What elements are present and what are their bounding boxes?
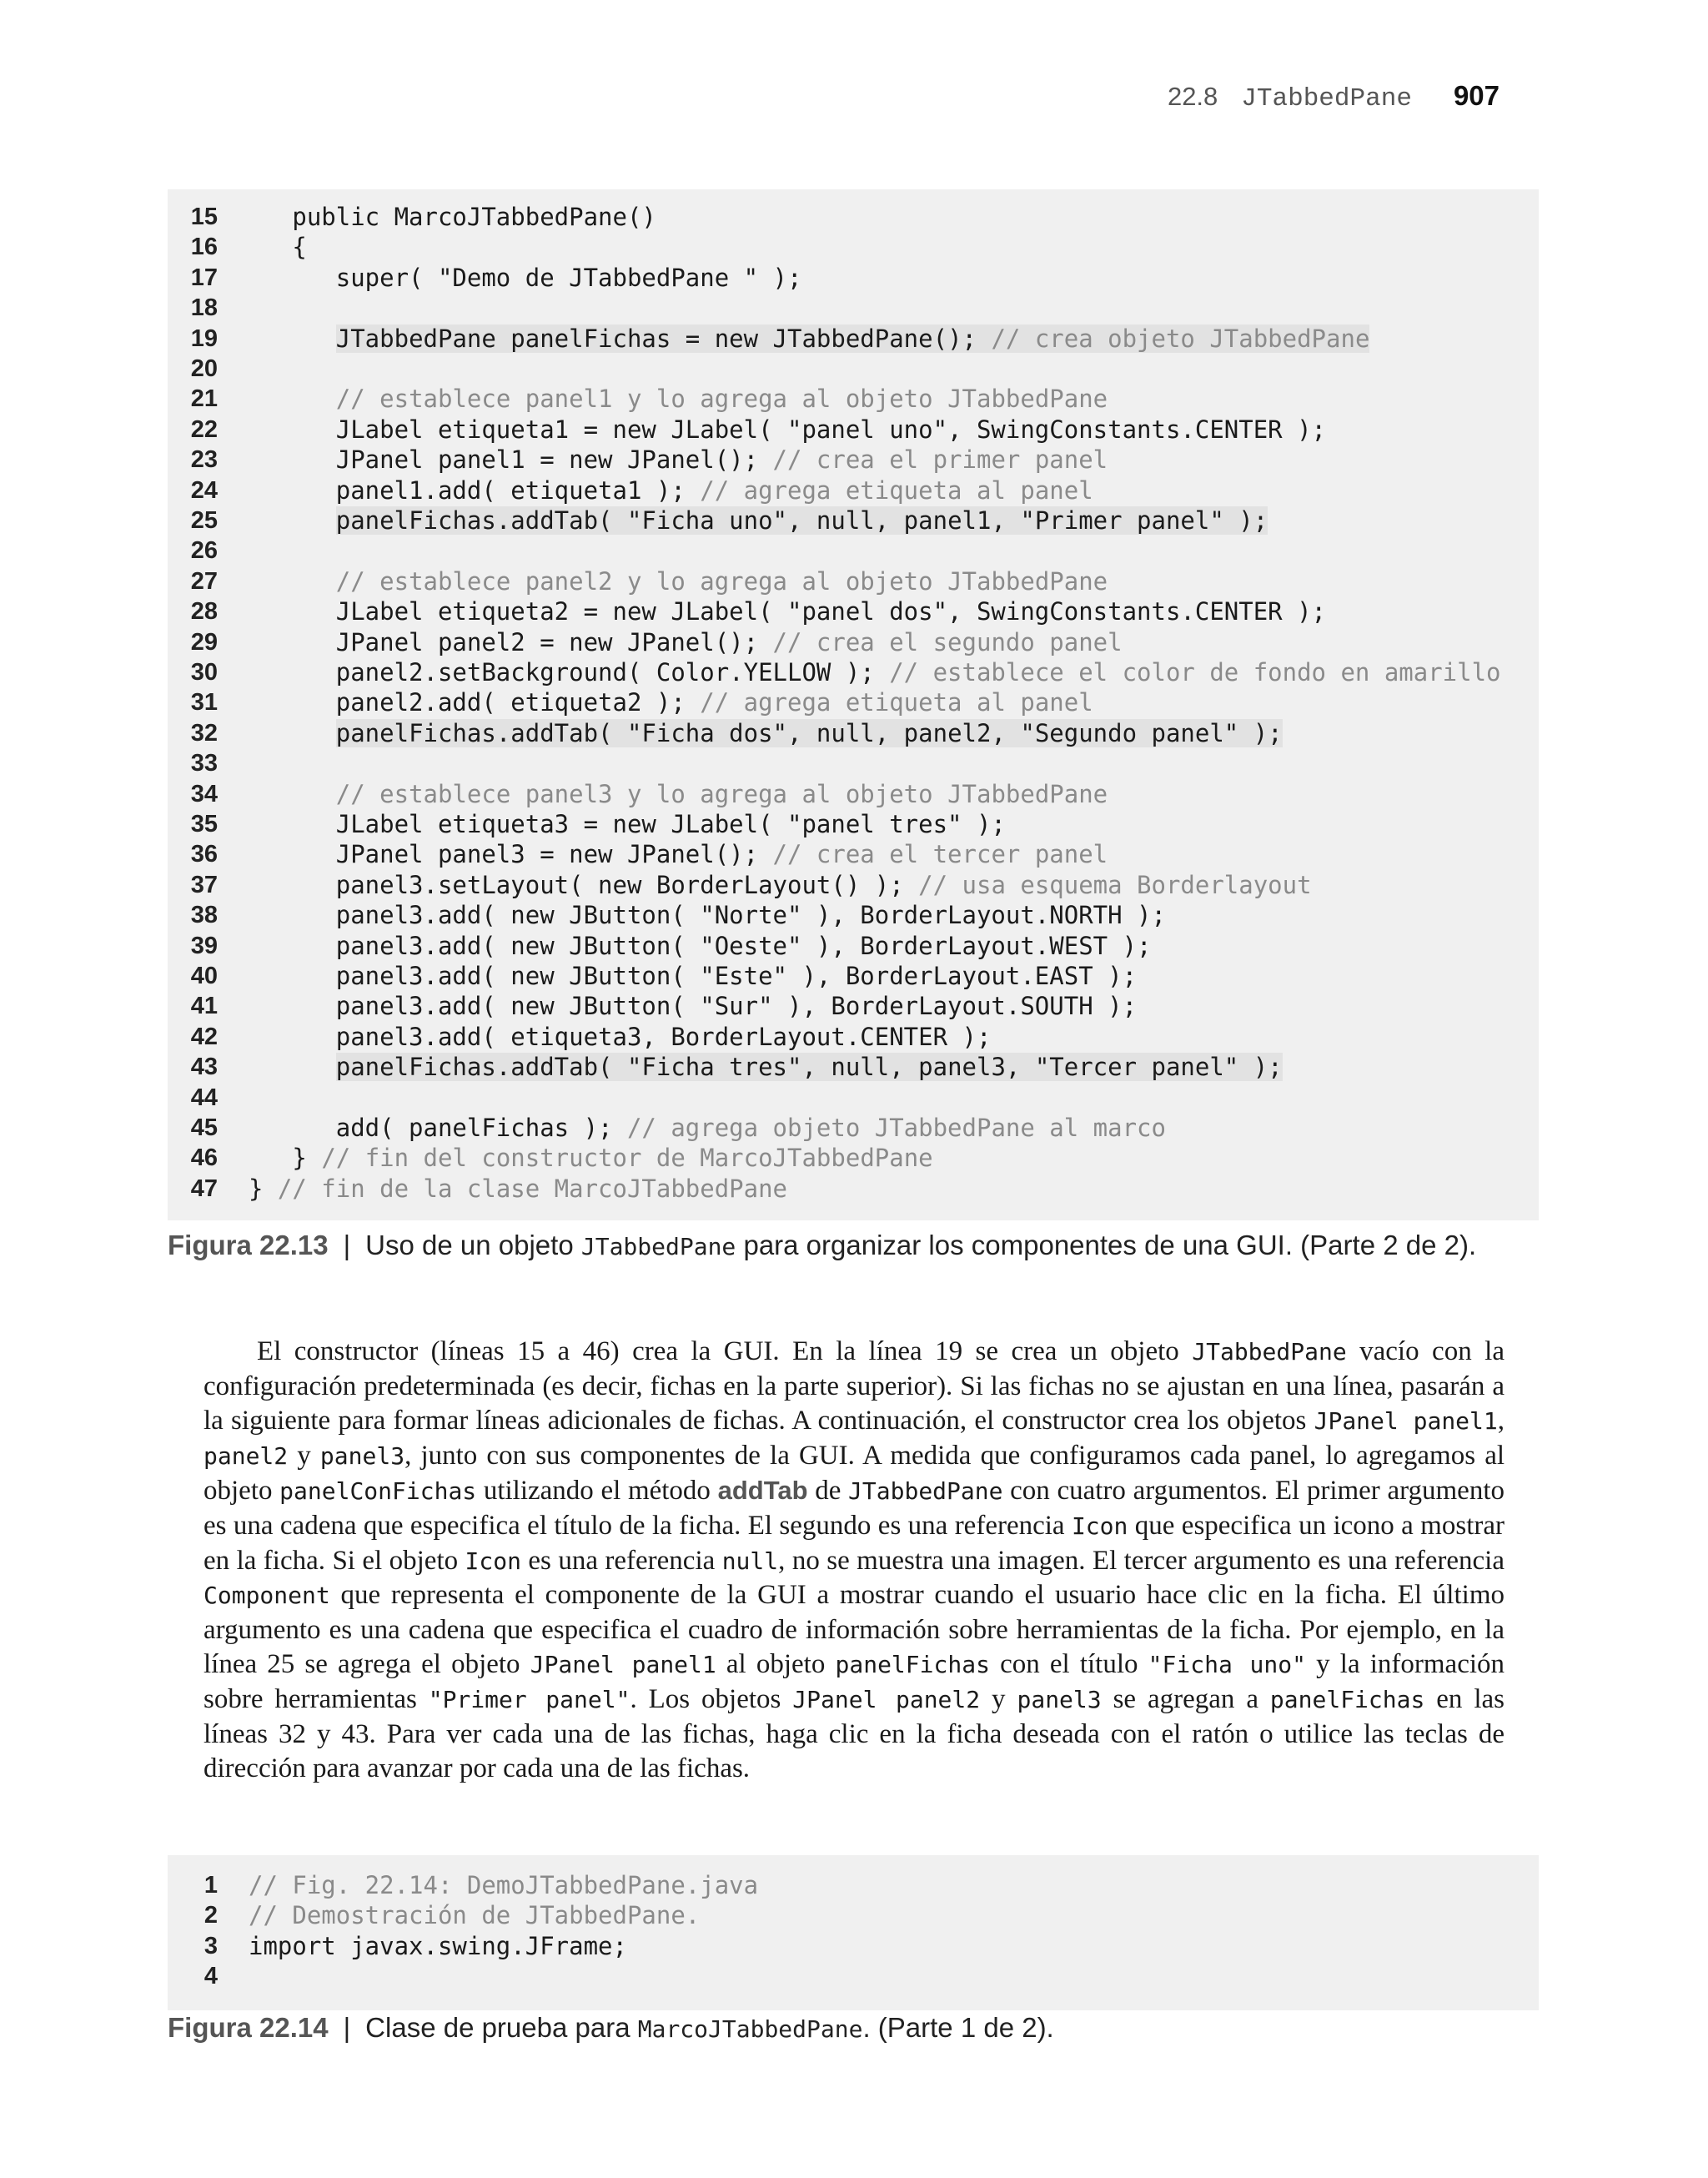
code-text: // establece panel1 y lo agrega al objeto JTabbedPane — [335, 385, 1108, 414]
inline-code: Icon — [465, 1547, 521, 1575]
line-number: 16 — [190, 234, 218, 261]
line-number: 2 — [203, 1902, 218, 1929]
line-number: 15 — [190, 204, 218, 230]
paragraph-text: y — [980, 1683, 1017, 1714]
line-number: 42 — [190, 1023, 218, 1050]
code-text: panel1.add( etiqueta1 ); // agrega etiqueta al panel — [249, 475, 1093, 505]
line-number: 24 — [190, 476, 218, 504]
paragraph-text: , no se muestra una imagen. El tercer argumento es una referencia — [778, 1545, 1505, 1576]
code-text: // Demostración de JTabbedPane. — [249, 1901, 701, 1930]
inline-code: panelFichas — [1269, 1685, 1425, 1713]
inline-code: "Ficha uno" — [1148, 1651, 1306, 1679]
line-number: 35 — [190, 811, 218, 837]
line-number: 33 — [190, 750, 218, 777]
code-text: JLabel etiqueta3 = new JLabel( "panel tres" ); — [249, 810, 1006, 838]
line-number: 17 — [190, 264, 218, 291]
code-text: panel3.setLayout( new BorderLayout() ); // usa esquema Borderlayout — [249, 870, 1312, 899]
figure-label: Figura 22.13 — [168, 1230, 329, 1260]
code-text: panel3.add( new JButton( "Sur" ), BorderLayout.SOUTH ); — [249, 992, 1138, 1021]
inline-code: JPanel panel1 — [1314, 1407, 1498, 1436]
inline-code: panel3 — [319, 1441, 405, 1470]
code-text: JPanel panel1 = new JPanel(); // crea el primer panel — [249, 445, 1108, 475]
code-text: panel3.add( etiqueta3, BorderLayout.CENTER ); — [249, 1022, 992, 1051]
code-text: panelFichas.addTab( "Ficha tres", null, panel3, "Tercer panel" ); — [335, 1053, 1283, 1082]
code-text: panel2.add( etiqueta2 ); // agrega etiqueta al panel — [249, 688, 1093, 717]
code-listing-1 — [168, 189, 1539, 1220]
code-text: JPanel panel2 = new JPanel(); // crea el segundo panel — [249, 627, 1123, 656]
line-number: 19 — [190, 324, 218, 352]
caption-text: . (Parte 1 de 2). — [862, 2012, 1054, 2043]
code-text: // Fig. 22.14: DemoJTabbedPane.java — [249, 1871, 759, 1899]
page-number: 907 — [1453, 80, 1500, 111]
line-number: 4 — [203, 1963, 218, 1990]
body-paragraph — [203, 1335, 1505, 1787]
section-title: JTabbedPane — [1241, 84, 1412, 113]
paragraph-text: que especifica un icono a mostrar en la ficha. Si el objeto — [203, 1510, 1505, 1576]
line-number: 45 — [190, 1114, 218, 1141]
section-number: 22.8 — [1167, 82, 1218, 111]
code-text: JLabel etiqueta1 = new JLabel( "panel uno", SwingConstants.CENTER ); — [249, 415, 1327, 444]
paragraph-text: y — [288, 1440, 320, 1471]
line-number: 27 — [190, 567, 218, 595]
code-text: panel3.add( new JButton( "Oeste" ), BorderLayout.WEST ); — [249, 931, 1152, 960]
line-number: 46 — [190, 1144, 218, 1172]
inline-code: JTabbedPane — [848, 1477, 1003, 1506]
code-text: } // fin del constructor de MarcoJTabbedPane — [249, 1144, 933, 1173]
code-text: panel3.add( new JButton( "Este" ), BorderLayout.EAST ); — [249, 962, 1138, 990]
paragraph-text: en las líneas 32 y 43. Para ver cada una de las fichas, haga clic en la ficha deseada con el ratón o utilice las teclas de dirección para avanzar por cada una de las fichas. — [203, 1683, 1505, 1784]
line-number: 25 — [190, 507, 218, 534]
paragraph-text: vacío con la configuración predeterminada (es decir, fichas en la parte superior). Si las fichas no se ajustan en una línea, pasarán a la siguiente para formar líneas adicionales de fichas. A continuación, el constructor crea los objetos — [203, 1336, 1505, 1436]
code-text: panel3.add( new JButton( "Norte" ), BorderLayout.NORTH ); — [249, 901, 1166, 930]
inline-code: null — [721, 1547, 779, 1575]
code-text: } // fin de la clase MarcoJTabbedPane — [249, 1174, 788, 1203]
paragraph-text: y la información sobre herramientas — [203, 1649, 1505, 1714]
caption-code: JTabbedPane — [580, 1233, 736, 1260]
paragraph-text: . Los objetos — [630, 1683, 793, 1714]
line-number: 34 — [190, 780, 218, 807]
line-number: 28 — [190, 598, 218, 626]
code-text: panelFichas.addTab( "Ficha dos", null, panel2, "Segundo panel" ); — [335, 718, 1283, 747]
line-number: 43 — [190, 1054, 218, 1081]
line-number: 23 — [190, 446, 218, 474]
figure-caption-22-13 — [168, 1230, 1476, 1261]
code-text: JTabbedPane panelFichas = new JTabbedPane(); // crea objeto JTabbedPane — [335, 324, 1370, 353]
inline-code: JPanel panel1 — [530, 1651, 716, 1679]
code-text: public MarcoJTabbedPane() — [249, 203, 656, 231]
inline-code: panel3 — [1017, 1685, 1102, 1713]
caption-text: Clase de prueba para — [365, 2012, 638, 2043]
running-header — [1168, 80, 1500, 113]
paragraph-text: con el título — [989, 1649, 1148, 1680]
paragraph-text: , — [1497, 1406, 1505, 1436]
paragraph-text: , junto con sus componentes de la GUI. A medida que configuramos cada panel, lo agregamos al objeto — [203, 1440, 1505, 1506]
code-text: import javax.swing.JFrame; — [249, 1931, 627, 1960]
line-number: 38 — [190, 902, 218, 929]
inline-code: panel2 — [203, 1441, 289, 1470]
line-number: 31 — [190, 689, 218, 717]
caption-text: para organizar los componentes de una GUI. (Parte 2 de 2). — [736, 1230, 1477, 1260]
code-text: panel2.setBackground( Color.YELLOW ); // establece el color de fondo en amarillo — [249, 658, 1501, 687]
line-number: 29 — [190, 628, 218, 656]
method-name: addTab — [717, 1476, 808, 1506]
paragraph-text: es una referencia — [520, 1545, 722, 1576]
inline-code: Component — [203, 1582, 330, 1610]
inline-code: JTabbedPane — [1192, 1338, 1347, 1366]
code-text: panelFichas.addTab( "Ficha uno", null, panel1, "Primer panel" ); — [335, 506, 1268, 535]
code-listing-2 — [168, 1855, 1539, 2010]
paragraph-text: que representa el componente de la GUI a mostrar cuando el usuario hace clic en la ficha. El último argumento es una cadena que especifica el cuadro de información sobre herramientas de la ficha. Por ejemplo, en la línea 25 se agrega el objeto — [203, 1580, 1505, 1680]
line-number: 22 — [190, 415, 218, 443]
inline-code: panelFichas — [835, 1651, 990, 1679]
figure-caption-22-14 — [168, 2012, 1054, 2044]
line-number: 36 — [190, 841, 218, 868]
line-number: 18 — [190, 294, 218, 322]
line-number: 32 — [190, 719, 218, 747]
code-text: JPanel panel3 = new JPanel(); // crea el tercer panel — [249, 840, 1108, 869]
code-text: // establece panel3 y lo agrega al objeto JTabbedPane — [335, 779, 1108, 808]
caption-separator: | — [343, 2012, 351, 2043]
code-text: add( panelFichas ); // agrega objeto JTabbedPane al marco — [249, 1114, 1166, 1142]
line-number: 26 — [190, 537, 218, 565]
line-number: 1 — [203, 1872, 218, 1899]
code-text: JLabel etiqueta2 = new JLabel( "panel dos", SwingConstants.CENTER ); — [249, 597, 1327, 626]
caption-code: MarcoJTabbedPane — [637, 2015, 863, 2043]
inline-code: panelConFichas — [279, 1477, 477, 1506]
code-text: super( "Demo de JTabbedPane " ); — [249, 263, 802, 292]
line-number: 20 — [190, 355, 218, 382]
line-number: 37 — [190, 871, 218, 898]
line-number: 41 — [190, 993, 218, 1020]
code-text: // establece panel2 y lo agrega al objeto JTabbedPane — [335, 566, 1108, 596]
line-number: 44 — [190, 1084, 218, 1111]
code-text: { — [249, 233, 307, 262]
inline-code: Icon — [1071, 1512, 1128, 1540]
line-number: 47 — [190, 1175, 218, 1202]
paragraph-text: utilizando el método — [476, 1476, 718, 1506]
paragraph-text: se agregan a — [1101, 1683, 1270, 1714]
inline-code: JPanel panel2 — [792, 1685, 981, 1713]
paragraph-text: con cuatro argumentos. El primer argumento es una cadena que especifica el título de la ficha. El segundo es una referencia — [203, 1476, 1505, 1541]
paragraph-text: El constructor (líneas 15 a 46) crea la GUI. En la línea 19 se crea un objeto — [257, 1336, 1193, 1366]
figure-label: Figura 22.14 — [168, 2012, 329, 2043]
inline-code: "Primer panel" — [428, 1685, 630, 1713]
line-number: 21 — [190, 385, 218, 413]
caption-separator: | — [343, 1230, 351, 1260]
caption-text: Uso de un objeto — [365, 1230, 581, 1260]
line-number: 30 — [190, 659, 218, 686]
line-number: 39 — [190, 932, 218, 959]
line-number: 40 — [190, 963, 218, 989]
paragraph-text: al objeto — [716, 1649, 836, 1680]
paragraph-text: de — [807, 1476, 849, 1506]
line-number: 3 — [203, 1932, 218, 1959]
